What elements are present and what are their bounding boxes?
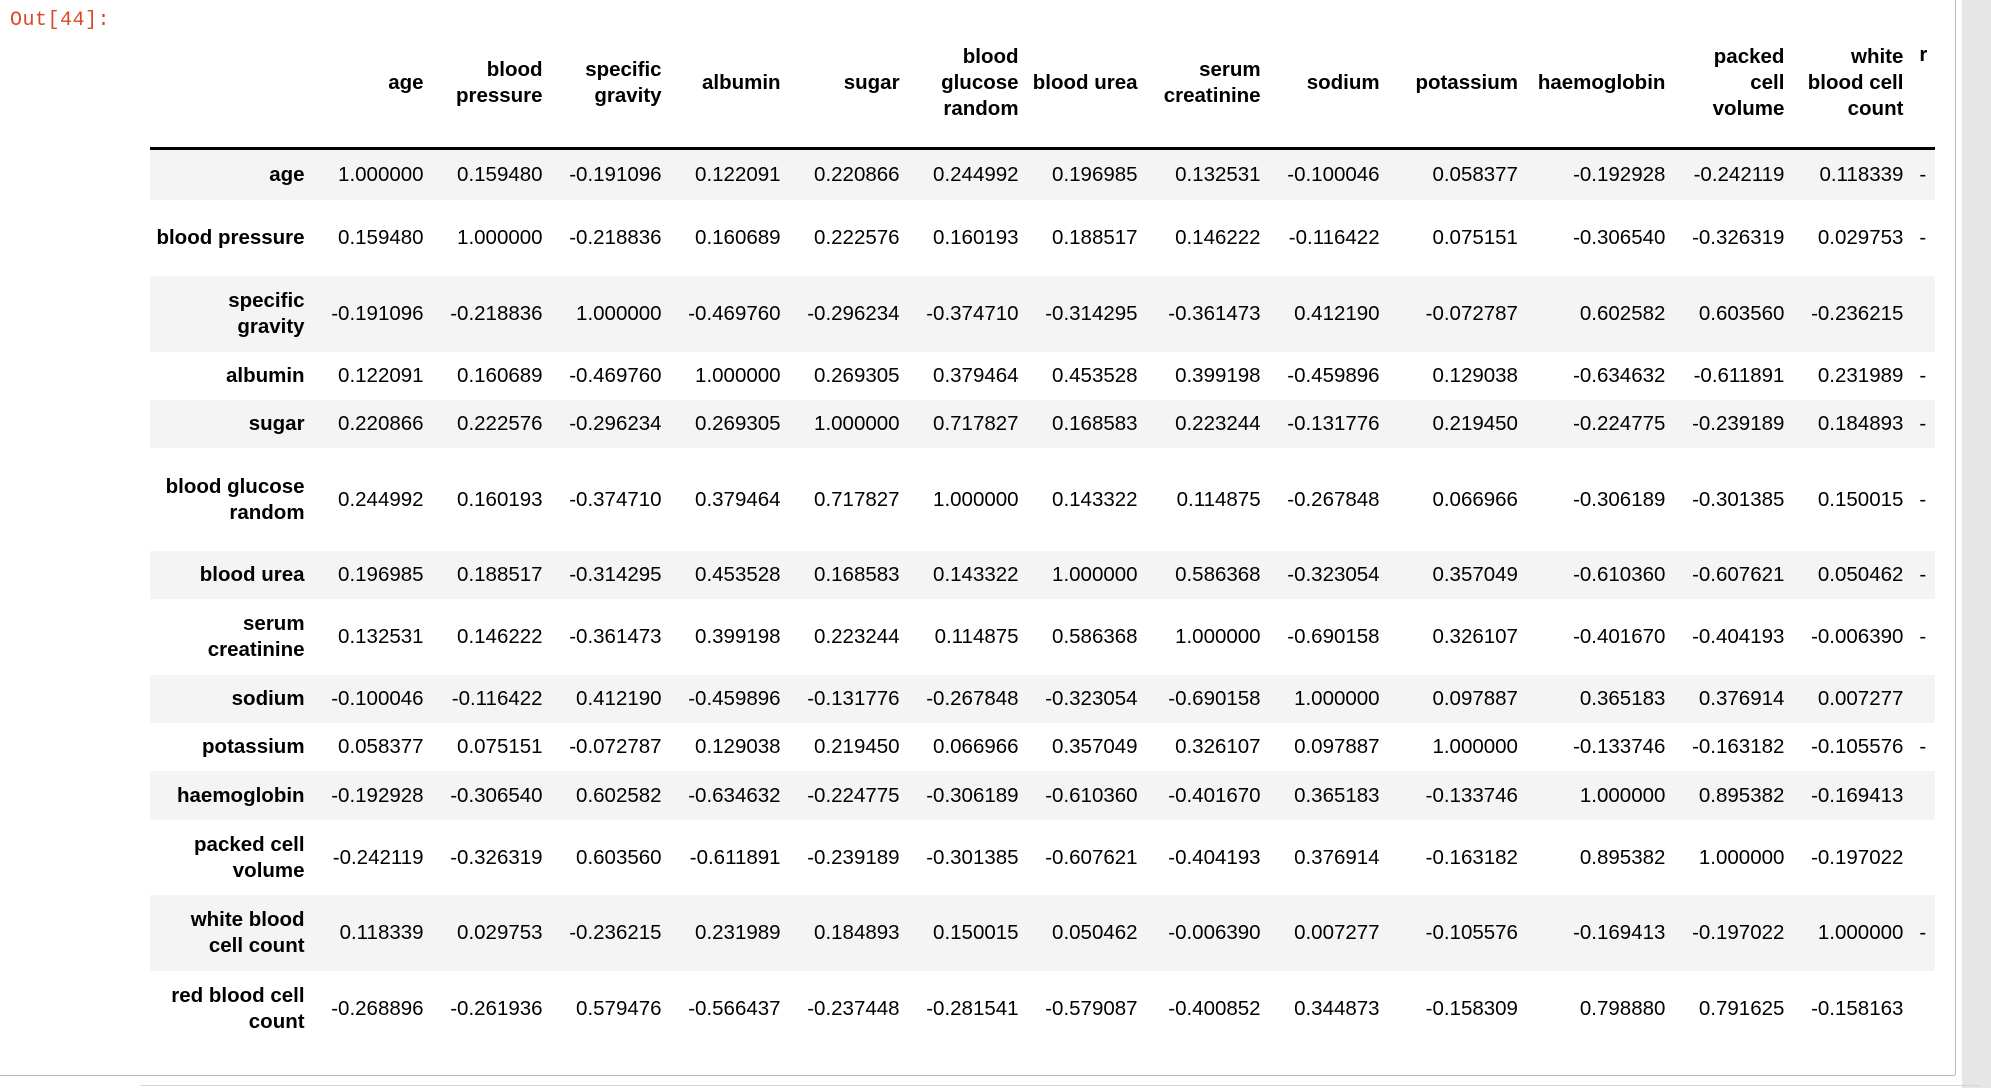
column-header: albumin: [701, 71, 781, 95]
table-cell: 0.029753: [457, 921, 543, 944]
table-cell: -0.169413: [1811, 783, 1904, 807]
table-cell: 0.586368: [1175, 563, 1261, 586]
table-cell: 0.399198: [1175, 364, 1261, 387]
table-cell: -0.296234: [807, 302, 900, 325]
table-cell: 0.412190: [576, 687, 662, 710]
row-index-label: red blood cell count: [171, 984, 305, 1033]
table-cell: -0.314295: [1045, 302, 1138, 325]
table-cell: 0.160689: [695, 226, 781, 249]
table-cell: -0.401670: [1168, 783, 1261, 807]
scrollbar-gutter[interactable]: [1962, 0, 1991, 1088]
table-cell: -0.158309: [1425, 997, 1518, 1020]
table-cell: 0.219450: [1432, 412, 1518, 435]
table-row: [150, 675, 1935, 723]
table-cell: 0.050462: [1817, 563, 1904, 586]
table-cell: 1.000000: [933, 487, 1019, 511]
table-cell: 0.007277: [1817, 687, 1904, 710]
table-cell: -0.006390: [1168, 921, 1261, 944]
table-cell: 0.066966: [1432, 487, 1518, 511]
table-cell: -0.218836: [569, 226, 662, 249]
table-cell: -0.607621: [1692, 563, 1785, 586]
table-cell: 0.050462: [1052, 921, 1138, 944]
table-row: [150, 771, 1935, 820]
table-cell: 0.365183: [1294, 783, 1380, 807]
table-cell: 0.222576: [457, 412, 543, 435]
table-cell: 0.357049: [1052, 735, 1138, 758]
row-index-label: blood glucose random: [165, 474, 305, 524]
table-cell: 1.000000: [1175, 625, 1261, 648]
table-cell: -0.404193: [1168, 845, 1261, 869]
table-row: [150, 599, 1935, 675]
table-cell: 0.223244: [1175, 412, 1261, 435]
table-cell: -0.267848: [1287, 487, 1380, 511]
table-cell: 0.146222: [457, 625, 543, 648]
table-cell: 0.132531: [1175, 162, 1261, 186]
column-header: serum creatinine: [1163, 58, 1261, 108]
table-cell: -0.006390: [1811, 625, 1904, 648]
table-cell: 0.579476: [576, 997, 662, 1020]
table-cell: -0.610360: [1573, 563, 1666, 586]
table-cell: 0.376914: [1698, 687, 1785, 710]
column-header: sodium: [1306, 71, 1380, 95]
table-cell: -0.197022: [1811, 845, 1904, 869]
truncated-cell: [1909, 675, 1935, 723]
table-cell: 0.007277: [1294, 921, 1380, 944]
table-cell: 0.412190: [1294, 302, 1380, 325]
table-row: [150, 448, 1935, 551]
table-cell: -0.361473: [569, 625, 662, 648]
dataframe-scroll-area[interactable]: [150, 0, 1935, 1047]
table-cell: 0.188517: [1052, 226, 1138, 249]
table-cell: -0.197022: [1692, 921, 1785, 944]
column-header: blood urea: [1032, 71, 1138, 95]
table-cell: -0.306540: [450, 783, 543, 807]
table-cell: 0.602582: [576, 783, 662, 807]
table-cell: 0.075151: [457, 735, 543, 758]
table-cell: 0.244992: [338, 487, 424, 511]
table-cell: 0.376914: [1294, 845, 1380, 869]
table-cell: -0.607621: [1045, 845, 1138, 869]
table-row: [150, 276, 1935, 352]
table-cell: 1.000000: [1579, 783, 1666, 807]
table-cell: -0.242119: [332, 845, 424, 869]
table-cell: 0.150015: [933, 921, 1019, 944]
truncated-cell: -: [1919, 563, 1927, 586]
table-cell: 0.326107: [1175, 735, 1261, 758]
table-cell: 0.160689: [457, 364, 543, 387]
column-header: specific gravity: [585, 58, 662, 108]
table-cell: -0.239189: [807, 845, 900, 869]
table-cell: -0.469760: [688, 302, 781, 325]
table-cell: 0.269305: [814, 364, 900, 387]
truncated-cell: -: [1919, 226, 1927, 249]
table-row: [150, 723, 1935, 771]
table-cell: 0.453528: [1052, 364, 1138, 387]
table-cell: -0.192928: [1573, 162, 1666, 186]
header-row: [150, 0, 1935, 148]
table-cell: 0.122091: [338, 364, 424, 387]
table-cell: -0.236215: [569, 921, 662, 944]
table-cell: 0.222576: [814, 226, 900, 249]
table-cell: -0.105576: [1425, 921, 1518, 944]
table-cell: 0.717827: [933, 412, 1019, 435]
column-header: blood pressure: [455, 58, 543, 108]
table-cell: -0.306189: [926, 783, 1019, 807]
table-cell: 0.146222: [1175, 226, 1261, 249]
row-index-label: packed cell volume: [194, 832, 305, 882]
table-cell: -0.611891: [689, 845, 781, 869]
table-cell: -0.242119: [1693, 162, 1785, 186]
table-cell: 0.184893: [814, 921, 900, 944]
table-cell: 0.150015: [1817, 487, 1904, 511]
row-index-label: age: [269, 162, 305, 186]
table-cell: -0.459896: [1287, 364, 1380, 387]
table-cell: 0.223244: [814, 625, 900, 648]
table-cell: 1.000000: [338, 162, 424, 186]
table-cell: -0.469760: [569, 364, 662, 387]
row-index-label: specific gravity: [228, 289, 305, 338]
table-cell: 0.357049: [1432, 563, 1518, 586]
table-cell: -0.611891: [1693, 364, 1785, 387]
index-header-blank: [150, 0, 311, 148]
table-cell: 0.326107: [1432, 625, 1518, 648]
table-cell: -0.072787: [1425, 302, 1518, 325]
table-cell: 0.118339: [1819, 162, 1904, 186]
table-cell: -0.566437: [688, 997, 781, 1020]
column-header: potassium: [1415, 71, 1518, 95]
truncated-cell: -: [1919, 162, 1927, 186]
column-header: r: [1919, 43, 1928, 66]
table-cell: -0.268896: [331, 997, 424, 1020]
truncated-cell: -: [1919, 625, 1927, 648]
table-cell: -0.634632: [688, 783, 781, 807]
table-cell: -0.374710: [926, 302, 1019, 325]
table-cell: -0.239189: [1692, 412, 1785, 435]
table-cell: -0.072787: [569, 735, 662, 758]
table-row: [150, 148, 1935, 200]
table-cell: -0.323054: [1045, 687, 1138, 710]
table-cell: 1.000000: [1432, 735, 1518, 758]
table-cell: -0.690158: [1168, 687, 1261, 710]
column-header: age: [388, 71, 424, 95]
table-cell: -0.296234: [569, 412, 662, 435]
table-cell: 0.114875: [1176, 487, 1261, 511]
row-index-label: sugar: [248, 412, 305, 435]
table-cell: -0.236215: [1811, 302, 1904, 325]
table-cell: 0.895382: [1698, 783, 1785, 807]
table-cell: 1.000000: [457, 226, 543, 249]
column-header: haemoglobin: [1537, 71, 1666, 95]
table-cell: 0.602582: [1579, 302, 1666, 325]
table-cell: 0.066966: [933, 735, 1019, 758]
row-index-label: white blood cell count: [190, 908, 305, 957]
table-cell: -0.192928: [331, 783, 424, 807]
table-cell: 0.231989: [1817, 364, 1904, 387]
table-cell: 0.075151: [1432, 226, 1518, 249]
column-header: blood glucose random: [941, 45, 1019, 121]
table-row: [150, 400, 1935, 448]
table-cell: -0.158163: [1811, 997, 1904, 1020]
table-cell: -0.261936: [450, 997, 543, 1020]
table-cell: 0.058377: [338, 735, 424, 758]
table-cell: 0.586368: [1052, 625, 1138, 648]
truncated-cell: -: [1919, 412, 1927, 435]
table-cell: 1.000000: [1052, 563, 1138, 586]
table-cell: 0.365183: [1579, 687, 1666, 710]
output-prompt: Out[44]:: [10, 9, 111, 32]
table-row: [150, 971, 1935, 1047]
row-index-label: blood pressure: [156, 226, 305, 249]
truncated-cell: [1909, 971, 1935, 1047]
table-row: [150, 895, 1935, 971]
table-cell: 0.791625: [1698, 997, 1785, 1020]
table-cell: 0.344873: [1294, 997, 1380, 1020]
table-cell: 0.188517: [457, 563, 543, 586]
table-row: [150, 352, 1935, 400]
table-cell: -0.301385: [926, 845, 1019, 869]
table-body: [150, 148, 1935, 1047]
table-cell: 0.231989: [695, 921, 781, 944]
table-cell: 0.097887: [1294, 735, 1380, 758]
table-cell: 0.143322: [933, 563, 1019, 586]
truncated-cell: [1909, 276, 1935, 352]
table-cell: -0.267848: [926, 687, 1019, 710]
table-cell: 0.168583: [1052, 412, 1138, 435]
row-index-label: albumin: [225, 364, 305, 387]
table-cell: -0.105576: [1811, 735, 1904, 758]
table-cell: 0.160193: [457, 487, 543, 511]
table-row: [150, 200, 1935, 276]
table-cell: -0.401670: [1573, 625, 1666, 648]
table-cell: 0.168583: [814, 563, 900, 586]
truncated-cell: [1909, 771, 1935, 820]
table-cell: -0.191096: [331, 302, 424, 325]
table-cell: 0.798880: [1579, 997, 1666, 1020]
table-cell: 0.244992: [933, 162, 1019, 186]
table-cell: -0.323054: [1287, 563, 1380, 586]
table-cell: 0.399198: [695, 625, 781, 648]
truncated-cell: -: [1919, 487, 1927, 511]
table-cell: 1.000000: [1817, 921, 1904, 944]
row-index-label: potassium: [202, 735, 305, 758]
table-cell: 0.114875: [934, 625, 1019, 648]
table-cell: 0.603560: [1698, 302, 1785, 325]
table-cell: 0.269305: [695, 412, 781, 435]
table-row: [150, 551, 1935, 599]
table-cell: -0.459896: [688, 687, 781, 710]
truncated-cell: -: [1919, 735, 1927, 758]
table-cell: -0.326319: [450, 845, 543, 869]
truncated-cell: -: [1919, 921, 1927, 944]
table-cell: -0.404193: [1692, 625, 1785, 648]
table-cell: 0.160193: [933, 226, 1019, 249]
table-cell: -0.133746: [1425, 783, 1518, 807]
table-cell: 0.196985: [338, 563, 424, 586]
table-cell: -0.306540: [1573, 226, 1666, 249]
table-cell: -0.224775: [1573, 412, 1666, 435]
table-cell: -0.191096: [569, 162, 662, 186]
table-cell: -0.361473: [1168, 302, 1261, 325]
table-cell: 0.118339: [339, 921, 424, 944]
table-cell: 0.603560: [576, 845, 662, 869]
table-cell: 0.184893: [1817, 412, 1904, 435]
table-cell: -0.163182: [1425, 845, 1518, 869]
table-cell: 0.122091: [695, 162, 781, 186]
table-cell: -0.374710: [569, 487, 662, 511]
table-cell: 0.453528: [695, 563, 781, 586]
table-cell: 0.159480: [338, 226, 424, 249]
table-cell: 0.129038: [695, 735, 781, 758]
table-cell: 0.129038: [1432, 364, 1518, 387]
column-header: white blood cell count: [1807, 45, 1904, 121]
table-cell: -0.301385: [1692, 487, 1785, 511]
table-cell: -0.610360: [1045, 783, 1138, 807]
table-cell: -0.634632: [1573, 364, 1666, 387]
correlation-dataframe: [150, 0, 1935, 1047]
table-cell: 0.379464: [695, 487, 781, 511]
table-cell: 1.000000: [576, 302, 662, 325]
table-cell: -0.326319: [1692, 226, 1785, 249]
table-cell: -0.579087: [1045, 997, 1138, 1020]
table-cell: -0.116422: [451, 687, 543, 710]
table-cell: -0.237448: [807, 997, 900, 1020]
table-cell: 1.000000: [1294, 687, 1380, 710]
table-cell: -0.131776: [1287, 412, 1380, 435]
table-cell: 1.000000: [814, 412, 900, 435]
table-cell: -0.314295: [569, 563, 662, 586]
table-cell: -0.133746: [1573, 735, 1666, 758]
table-cell: 0.029753: [1817, 226, 1904, 249]
table-cell: -0.100046: [1287, 162, 1380, 186]
table-cell: -0.224775: [807, 783, 900, 807]
table-cell: -0.306189: [1573, 487, 1666, 511]
table-cell: -0.163182: [1692, 735, 1785, 758]
table-cell: -0.100046: [331, 687, 424, 710]
table-cell: 0.379464: [933, 364, 1019, 387]
truncated-cell: -: [1919, 364, 1927, 387]
table-cell: -0.218836: [450, 302, 543, 325]
row-index-label: haemoglobin: [177, 783, 305, 807]
table-row: [150, 820, 1935, 895]
table-cell: 0.143322: [1052, 487, 1138, 511]
table-cell: -0.690158: [1287, 625, 1380, 648]
row-index-label: sodium: [231, 687, 305, 710]
column-header: packed cell volume: [1712, 45, 1785, 121]
truncated-cell: [1909, 820, 1935, 895]
table-cell: 0.895382: [1579, 845, 1666, 869]
row-index-label: blood urea: [199, 563, 305, 586]
table-cell: 0.196985: [1052, 162, 1138, 186]
table-cell: -0.281541: [926, 997, 1019, 1020]
table-cell: 0.097887: [1432, 687, 1518, 710]
table-cell: 0.219450: [814, 735, 900, 758]
row-index-label: serum creatinine: [207, 612, 305, 661]
table-cell: -0.400852: [1168, 997, 1261, 1020]
table-cell: 0.717827: [814, 487, 900, 511]
table-cell: 0.132531: [338, 625, 424, 648]
table-cell: -0.131776: [807, 687, 900, 710]
table-cell: -0.116422: [1288, 226, 1380, 249]
table-cell: 0.220866: [338, 412, 424, 435]
table-cell: 1.000000: [695, 364, 781, 387]
table-cell: 0.058377: [1432, 162, 1518, 186]
column-header: sugar: [843, 71, 900, 95]
table-cell: 0.159480: [457, 162, 543, 186]
table-cell: 0.220866: [814, 162, 900, 186]
table-cell: -0.169413: [1573, 921, 1666, 944]
table-cell: 1.000000: [1698, 845, 1785, 869]
